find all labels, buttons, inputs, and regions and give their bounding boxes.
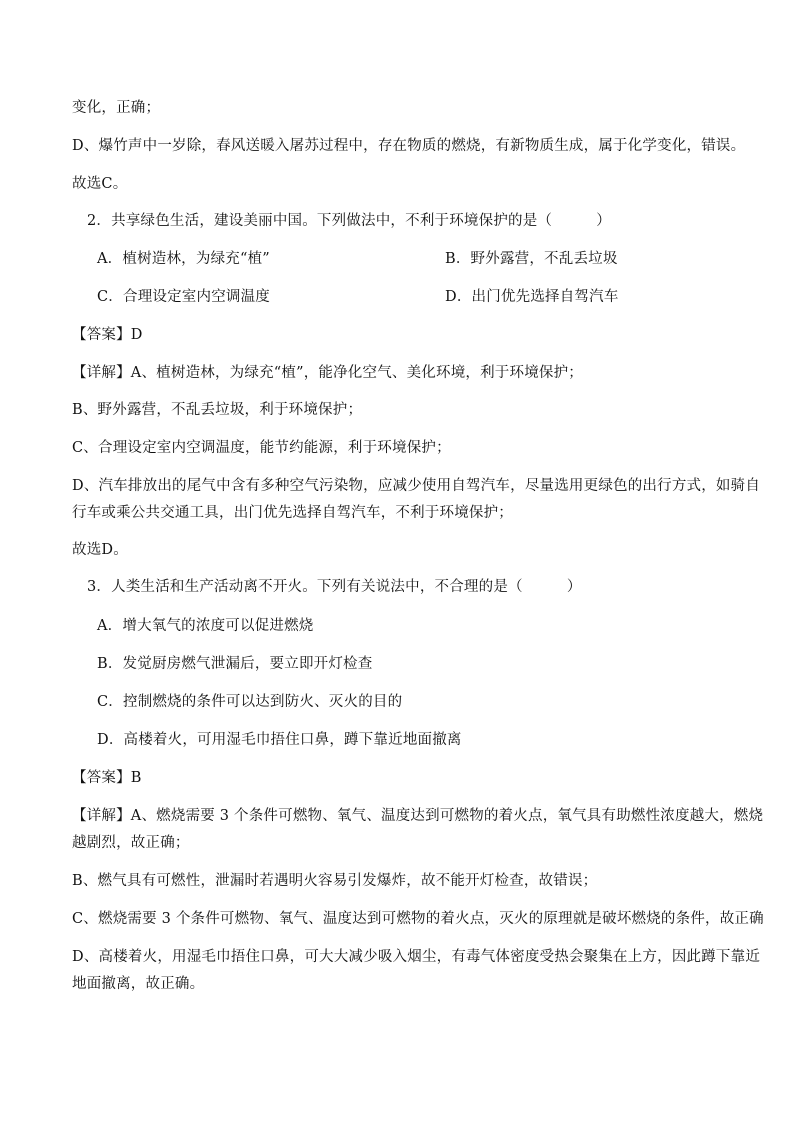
option-a: A．增大氧气的浓度可以促进燃烧 (97, 618, 314, 634)
text-line: 变化，正确； (72, 100, 161, 116)
explanation-line: 【详解】A、燃烧需要 3 个条件可燃物、氧气、温度达到可燃物的着火点，氧气具有助燃性浓度越大，燃烧 (72, 808, 764, 824)
explanation-line: 行车或乘公共交通工具，出门优先选择自驾汽车，不利于环境保护； (72, 505, 513, 521)
explanation-line: C、合理设定室内空调温度，能节约能源，利于环境保护； (72, 440, 451, 456)
explanation-line: 地面撤离，故正确。 (72, 976, 205, 992)
option-c: C．控制燃烧的条件可以达到防火、灭火的目的 (97, 694, 403, 710)
explanation-line: 越剧烈，故正确； (72, 835, 190, 851)
question-2-options-row-2 (97, 287, 724, 307)
option-c: C．合理设定室内空调温度 (97, 289, 270, 305)
explanation-line: D、高楼着火，用湿毛巾捂住口鼻，可大大减少吸入烟尘，有毒气体密度受热会聚集在上方，因此蹲下靠近 (72, 949, 761, 965)
explanation-line: B、野外露营，不乱丢垃圾，利于环境保护； (72, 402, 363, 418)
text-line: 故选C。 (72, 176, 128, 192)
answer-label: 【答案】B (72, 770, 142, 786)
answer-label: 【答案】D (72, 327, 143, 343)
text-line: D、爆竹声中一岁除，春风送暖入屠苏过程中，存在物质的燃烧，有新物质生成，属于化学变化，错误。 (72, 138, 746, 154)
explanation-line: B、燃气具有可燃性，泄漏时若遇明火容易引发爆炸，故不能开灯检查，故错误； (72, 873, 598, 889)
selection-line: 故选D。 (72, 542, 128, 558)
question-2-options-row-1 (97, 249, 724, 269)
option-a: A．植树造林，为绿充“植” (97, 251, 270, 267)
option-d: D．高楼着火，可用湿毛巾捂住口鼻，蹲下靠近地面撤离 (97, 732, 462, 748)
explanation-line: 【详解】A、植树造林，为绿充“植”，能净化空气、美化环境，利于环境保护； (72, 365, 583, 381)
option-b: B．野外露营，不乱丢垃圾 (445, 251, 618, 267)
question-2-stem: 2．共享绿色生活，建设美丽中国。下列做法中，不利于环境保护的是（ ） (87, 213, 611, 229)
question-3-stem: 3．人类生活和生产活动离不开火。下列有关说法中，不合理的是（ ） (87, 579, 582, 595)
explanation-line: C、燃烧需要 3 个条件可燃物、氧气、温度达到可燃物的着火点，灭火的原理就是破坏燃烧的条件，故正确 (72, 911, 764, 927)
option-b: B．发觉厨房燃气泄漏后，要立即开灯检查 (97, 656, 373, 672)
explanation-line: D、汽车排放出的尾气中含有多种空气污染物，应减少使用自驾汽车，尽量选用更绿色的出行方式，如骑自 (72, 478, 761, 494)
option-d: D．出门优先选择自驾汽车 (445, 289, 619, 305)
